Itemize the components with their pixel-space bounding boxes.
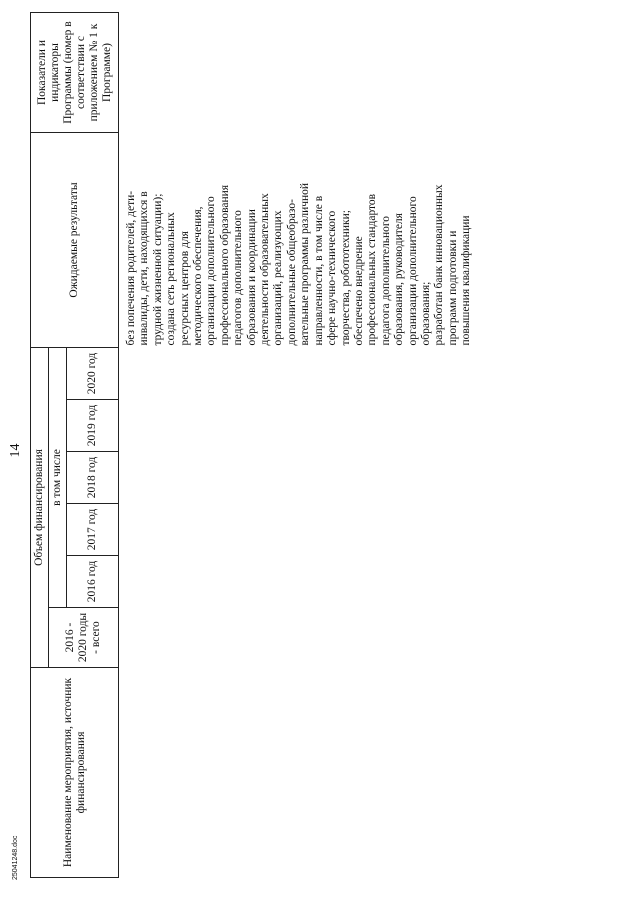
rotated-page-content	[5, 13, 605, 888]
results-line: деятельности образовательных	[259, 193, 272, 346]
results-line: методического обеспечения,	[192, 206, 205, 346]
results-line: повышения квалификации	[460, 215, 473, 346]
cell-indicators	[119, 13, 474, 133]
header-including: в том числе	[49, 348, 67, 608]
results-line: организации дополнительного	[406, 196, 419, 346]
cell-2016	[119, 556, 474, 608]
header-year-2016: 2016 год	[67, 556, 119, 608]
results-line: творчества, робототехники;	[339, 210, 352, 346]
program-activities-table	[30, 12, 474, 878]
results-line: трудной жизненной ситуации);	[151, 193, 164, 346]
results-line: образования;	[419, 281, 432, 346]
results-line: образования и координации	[245, 209, 258, 346]
results-line: организаций, реализующих	[272, 210, 285, 346]
results-line: педагога дополнительного	[379, 215, 392, 346]
results-line: направленности, в том числе в	[312, 195, 325, 346]
header-funding-volume: Объем финансирования	[31, 348, 49, 668]
results-line: сфере научно-технического	[326, 210, 339, 346]
header-activity-name: Наименование мероприятия, источник финансирования	[31, 668, 119, 878]
results-line: организации дополнительного	[205, 196, 218, 346]
results-line: без попечения родителей, дети-	[125, 190, 137, 346]
cell-activity-name	[119, 668, 474, 878]
results-line: программ подготовки и	[446, 230, 459, 346]
results-line: обеспечено внедрение	[352, 236, 365, 346]
results-line: инвалиды, дети, находящихся в	[138, 191, 151, 346]
header-indicators: Показатели и индикаторы Программы (номер в соответствии с приложением № 1 к Программе)	[31, 13, 119, 133]
results-line: создана сеть региональных	[165, 212, 178, 346]
header-expected-results: Ожидаемые результаты	[31, 133, 119, 348]
results-line: образования, руководителя	[393, 213, 406, 346]
header-year-2017: 2017 год	[67, 504, 119, 556]
cell-2018	[119, 452, 474, 504]
cell-expected-results	[119, 133, 474, 348]
cell-2017	[119, 504, 474, 556]
results-line: разработан банк инновационных	[433, 184, 446, 346]
document-code: 25041248.doc	[12, 835, 19, 880]
header-total-2016-2020: 2016 - 2020 годы - всего	[49, 608, 119, 668]
cell-total	[119, 608, 474, 668]
header-year-2018: 2018 год	[67, 452, 119, 504]
results-line: профессиональных стандартов	[366, 193, 379, 346]
results-line: ресурсных центров для	[178, 231, 191, 346]
results-line: педагогов дополнительного	[232, 210, 245, 346]
results-line: вательные программы различной	[299, 182, 312, 346]
page-number: 14	[8, 443, 23, 458]
header-year-2020: 2020 год	[67, 348, 119, 400]
cell-2020	[119, 348, 474, 400]
results-line: дополнительные общеобразо-	[285, 199, 298, 346]
results-line: профессионального образования	[218, 184, 231, 346]
expected-results-text	[119, 133, 474, 348]
cell-2019	[119, 400, 474, 452]
header-year-2019: 2019 год	[67, 400, 119, 452]
